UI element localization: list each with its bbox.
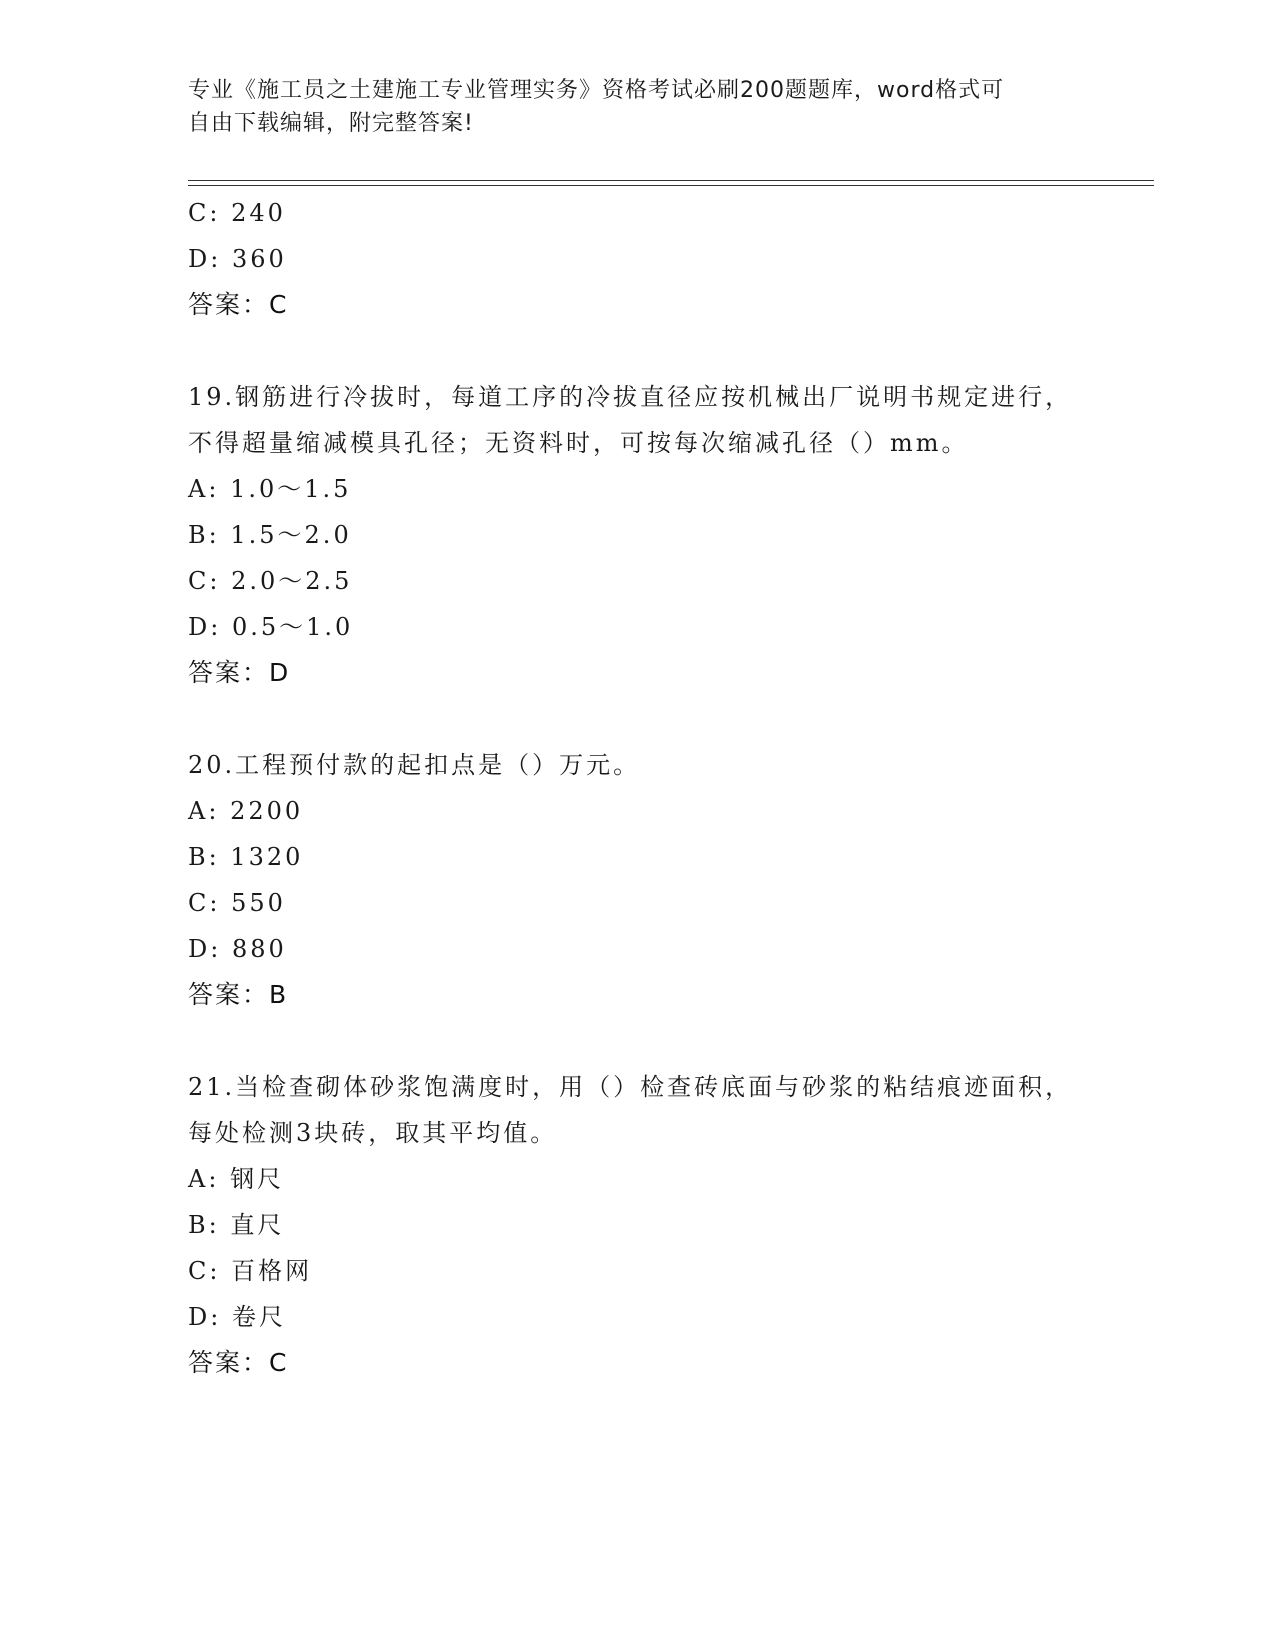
option-value: 1320 xyxy=(230,843,304,871)
option-key: A: xyxy=(188,475,220,503)
question-stem: 21.当检查砌体砂浆饱满度时，用（）检查砖底面与砂浆的粘结痕迹面积，每处检测3块砖，取其平均值。 xyxy=(188,1073,1073,1147)
header-line-1: 专业《施工员之土建施工专业管理实务》资格考试必刷200题题库，word格式可 xyxy=(188,78,1005,103)
question-20 xyxy=(188,742,1088,1018)
option-line xyxy=(188,466,1088,512)
option-value: 卷尺 xyxy=(231,1303,286,1331)
spacer xyxy=(188,328,1088,374)
option-value: 钢尺 xyxy=(230,1165,285,1193)
option-line xyxy=(188,834,1088,880)
option-key: D: xyxy=(188,935,222,963)
spacer xyxy=(188,1018,1088,1064)
option-line xyxy=(188,1156,1088,1202)
answer-line: 答案：B xyxy=(188,980,289,1009)
option-key: C: xyxy=(188,889,221,917)
answer-line: 答案：D xyxy=(188,658,291,687)
option-value: 550 xyxy=(231,889,286,917)
option-line xyxy=(188,558,1088,604)
answer-line: 答案：C xyxy=(188,290,289,319)
option-line xyxy=(188,880,1088,926)
option-value: 百格网 xyxy=(231,1257,313,1285)
option-value: 0.5～1.0 xyxy=(231,613,354,641)
option-key: C: xyxy=(188,567,221,595)
option-key: D: xyxy=(188,613,222,641)
option-value: 2.0～2.5 xyxy=(231,567,353,595)
option-key: A: xyxy=(188,797,220,825)
carryover-block xyxy=(188,190,1088,328)
spacer xyxy=(188,696,1088,742)
document-header xyxy=(188,74,1068,140)
option-line xyxy=(188,1248,1088,1294)
question-19 xyxy=(188,374,1088,696)
option-line xyxy=(188,1202,1088,1248)
header-line-2: 自由下载编辑，附完整答案! xyxy=(188,111,474,136)
option-line xyxy=(188,604,1088,650)
option-value: 240 xyxy=(231,199,286,227)
option-line xyxy=(188,190,1088,236)
option-line xyxy=(188,926,1088,972)
option-line xyxy=(188,788,1088,834)
option-key: D: xyxy=(188,245,222,273)
header-divider-bottom xyxy=(188,185,1154,186)
option-value: 360 xyxy=(231,245,287,273)
option-value: 直尺 xyxy=(230,1211,285,1239)
option-value: 2200 xyxy=(230,797,304,825)
option-key: C: xyxy=(188,199,221,227)
option-key: A: xyxy=(188,1165,220,1193)
option-line xyxy=(188,512,1088,558)
option-key: D: xyxy=(188,1303,222,1331)
option-key: B: xyxy=(188,843,220,871)
option-value: 1.5～2.0 xyxy=(230,521,352,549)
option-key: C: xyxy=(188,1257,221,1285)
option-line xyxy=(188,236,1088,282)
question-list xyxy=(188,190,1088,1386)
answer-line: 答案：C xyxy=(188,1348,289,1377)
question-stem: 19.钢筋进行冷拔时，每道工序的冷拔直径应按机械出厂说明书规定进行，不得超量缩减模具孔径；无资料时，可按每次缩减孔径（）mm。 xyxy=(188,383,1073,457)
option-value: 880 xyxy=(231,935,287,963)
option-line xyxy=(188,1294,1088,1340)
option-value: 1.0～1.5 xyxy=(230,475,352,503)
question-stem: 20.工程预付款的起扣点是（）万元。 xyxy=(188,751,641,779)
option-key: B: xyxy=(188,1211,220,1239)
option-key: B: xyxy=(188,521,220,549)
question-21 xyxy=(188,1064,1088,1386)
header-divider-top xyxy=(188,180,1154,181)
